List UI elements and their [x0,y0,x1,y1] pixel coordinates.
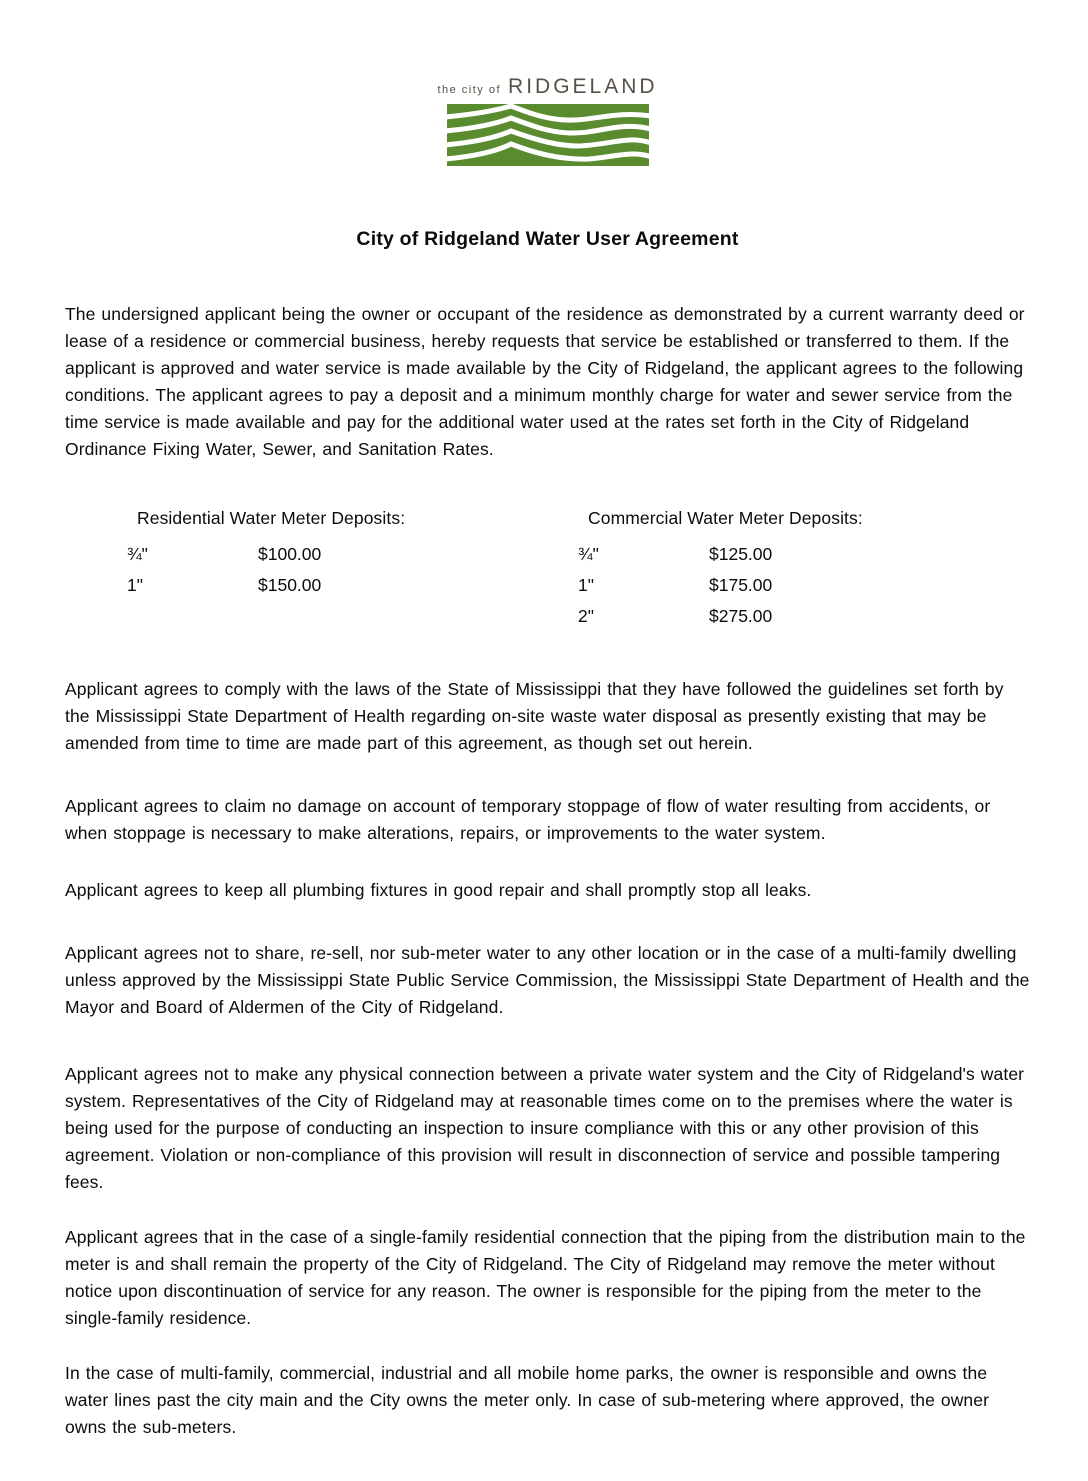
green-ridges-icon [447,104,649,166]
paragraph-no-resell: Applicant agrees not to share, re-sell, nor sub-meter water to any other location or in the case of a multi-family dwelling unless approved by the Mississippi State Public Service Commission, the Mississippi State Department of Health and the Mayor and Board of Aldermen of the City of Ridgeland. [65,943,1030,1017]
paragraph-no-physical-connection: Applicant agrees not to make any physical connection between a private water system and the City of Ridgeland's water system. Representatives of the City of Ridgeland may at reasonable times come on to the premises where the water is being used for the purpose of conducting an inspection to insure compliance with this or any other provision of this agreement. Violation or non-compliance of this provision will result in disconnection of service and possible tampering fees. [65,1064,1025,1192]
commercial-deposits-column [578,505,863,632]
deposit-row [578,601,863,632]
paragraph-stoppage: Applicant agrees to claim no damage on account of temporary stoppage of flow of water resulting from accidents, or when stoppage is necessary to make alterations, repairs, or improvements to the water system. [65,796,991,843]
deposit-row [578,570,863,601]
deposit-amount: $275.00 [709,606,773,626]
residential-deposit-rows [127,539,578,601]
deposit-amount: $175.00 [709,575,773,595]
deposit-amount: $125.00 [709,544,773,564]
commercial-deposits-heading: Commercial Water Meter Deposits: [588,508,863,528]
logo-prefix-text: the city of [437,84,502,96]
deposit-amount: $100.00 [258,544,322,564]
deposit-row [578,539,863,570]
document-title: City of Ridgeland Water User Agreement [356,228,739,250]
deposit-row [127,570,578,601]
paragraph-multifamily-ownership: In the case of multi-family, commercial, industrial and all mobile home parks, the owner is responsible and owns the water lines past the city main and the City owns the meter only. In case of sub-metering where approved, the owner owns the sub-meters. [65,1363,990,1437]
meter-size: ¾" [578,544,599,564]
deposit-amount: $150.00 [258,575,322,595]
commercial-deposit-rows [578,539,863,632]
meter-size: 2" [578,606,594,626]
deposits-section [65,505,1030,632]
meter-size: 1" [578,575,594,595]
logo-wordmark [437,75,658,99]
deposit-row [127,539,578,570]
logo-city-name: RIDGELAND [508,75,658,98]
meter-size: ¾" [127,544,148,564]
paragraph-health-guidelines: Applicant agrees to comply with the laws of the State of Mississippi that they have followed the guidelines set forth by the Mississippi State Department of Health regarding on-site waste water disposal as presently existing that may be amended from time to time are made part of this agreement, as though set out herein. [65,679,1004,753]
paragraph-piping-ownership: Applicant agrees that in the case of a single-family residential connection that the piping from the distribution main to the meter is and shall remain the property of the City of Ridgeland. The City of Ridgeland may remove the meter without notice upon discontinuation of service for any reason. The owner is responsible for the piping from the meter to the single-family residence. [65,1227,1026,1328]
residential-deposits-column [127,505,578,632]
meter-size: 1" [127,575,143,595]
residential-deposits-heading: Residential Water Meter Deposits: [137,508,406,528]
paragraph-plumbing-fixtures: Applicant agrees to keep all plumbing fixtures in good repair and shall promptly stop all leaks. [65,880,812,900]
intro-paragraph: The undersigned applicant being the owner or occupant of the residence as demonstrated by a current warranty deed or lease of a residence or commercial business, hereby requests that service be established or transferred to them. If the applicant is approved and water service is made available by the City of Ridgeland, the applicant agrees to the following conditions. The applicant agrees to pay a deposit and a minimum monthly charge for water and sewer service from the time service is made available and pay for the additional water used at the rates set forth in the City of Ridgeland Ordinance Fixing Water, Sewer, and Sanitation Rates. [65,304,1025,459]
city-of-ridgeland-logo [437,75,658,166]
